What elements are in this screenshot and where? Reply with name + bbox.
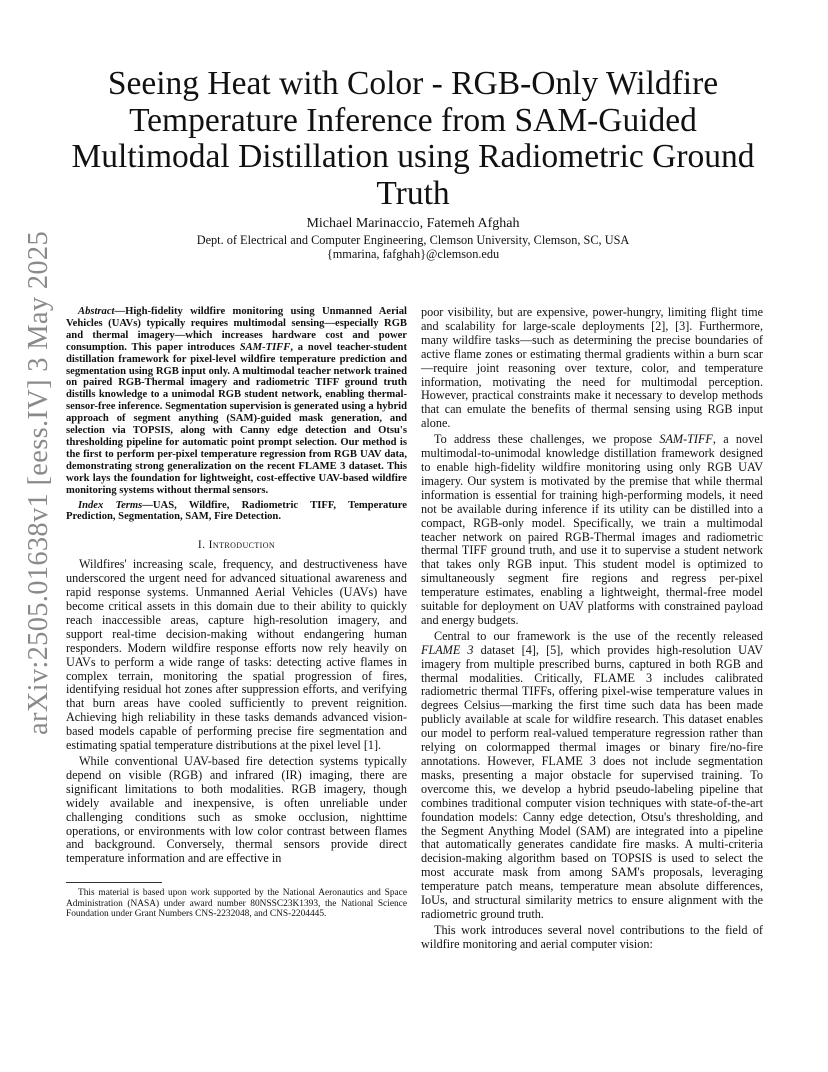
intro-paragraph-5: This work introduces several novel contributions to the field of wildfire monitoring and aerial computer vision: xyxy=(421,922,763,951)
abstract-text-2: , a novel teacher-student distillation framework for pixel-level wildfire temperature prediction and segmentation using RGB input only. A multimodal teacher network trained on paired RGB-Thermal imagery and radiometric TIFF ground truth distills knowledge to a unimodal RGB student network, enabling thermal-sensor-free inference. Segmentation supervision is generated using a hybrid approach of segment anything (SAM)-guided mask generation, and selection via TOPSIS, along with Canny edge detection and Otsu's thresholding pipeline for automatic point prompt selection. Our method is the first to perform per-pixel temperature regression from RGB UAV data, demonstrating strong generalization on the recent FLAME 3 dataset. This work lays the foundation for lightweight, cost-effective UAV-based wildfire monitoring systems without thermal sensors. xyxy=(66,341,407,496)
section-heading-introduction: I. Introduction xyxy=(197,539,276,552)
funding-footnote: This material is based upon work supported by the National Aeronautics and Space Administration (NASA) under award number 80NSSC23K1393, the National Science Foundation under Grant Numbers CNS-2232048, and CNS-2204445. xyxy=(66,888,407,920)
index-terms xyxy=(66,500,407,524)
abstract-label: Abstract xyxy=(78,306,115,317)
index-terms-text: —UAS, Wildfire, Radiometric TIFF, Temperature Prediction, Segmentation, SAM, Fire Detection. xyxy=(66,499,407,523)
intro-paragraph-1: Wildfires' increasing scale, frequency, and destructiveness have underscored the urgent need for advanced situational awareness and rapid response systems. Unmanned Aerial Vehicles (UAVs) have become critical assets in this domain due to their ability to quickly reach inaccessible areas, capture high-resolution imagery, and support real-time decision-making without endangering human responders. Modern wildfire response efforts now rely heavily on UAVs to perform a wide range of tasks: detecting active flames in complex terrain, monitoring the spatial progression of fires, identifying residual hot zones after suppression efforts, and verifying that burn areas have cooled sufficiently to prevent reignition. Achieving high reliability in these tasks demands advanced vision-based models capable of performing precise fire segmentation and estimating spatial temperature distributions at the pixel level [1]. xyxy=(66,557,407,753)
author-affiliation: Dept. of Electrical and Computer Engineering, Clemson University, Clemson, SC, USA xyxy=(196,233,630,247)
intro-paragraph-4-text-b: dataset [4], [5], which provides high-resolution UAV imagery from multiple prescribed burns, captured in both RGB and thermal modalities. Critically, FLAME 3 includes calibrated radiometric thermal TIFFs, offering pixel-wise temperature values in degrees Celsius—marking the first time such data has been made publicly available at scale for wildfire research. This dataset enables our model to perform real-valued temperature regression rather than relying on colormapped thermal images or binary fire/no-fire annotations. However, FLAME 3 does not include segmentation masks, presenting a major obstacle for supervised training. To overcome this, we develop a hybrid pseudo-labeling pipeline that combines traditional computer vision techniques with state-of-the-art foundation models: Canny edge detection, Otsu's thresholding, and the Segment Anything Model (SAM) are integrated into a pipeline that automatically generates candidate fire masks. A multi-criteria decision-making algorithm based on TOPSIS is used to select the most accurate mask from among SAM's proposals, leveraging temperature patch means, temperature mean absolute differences, IoUs, and structural similarity metrics to ensure alignment with the radiometric ground truth. xyxy=(421,642,763,921)
intro-paragraph-3-method-name: SAM-TIFF xyxy=(659,432,713,447)
intro-paragraph-3-text-b: , a novel multimodal-to-unimodal knowledge distillation framework designed to enable high-fidelity wildfire monitoring using only RGB UAV imagery. Our system is motivated by the premise that while thermal information is essential for training high-performing models, it need not be available during inference if its utility can be distilled into a compact, RGB-only model. Specifically, we train a multimodal teacher network on paired RGB-Thermal images and radiometric thermal TIFF ground truth, and use it to supervise a student network that takes only RGB input. This student model is optimized to simultaneously segment fire regions and regress per-pixel temperature estimates, enabling a lightweight, thermal-free model suitable for deployment on UAV platforms with constrained payload and energy budgets. xyxy=(421,432,763,627)
arxiv-identifier: arXiv:2505.01638v1 [eess.IV] 3 May 2025 xyxy=(23,230,54,736)
intro-paragraph-2-continued: poor visibility, but are expensive, power-hungry, limiting flight time and scalability for large-scale deployments [2], [3]. Furthermore, many wildfire tasks—such as determining the precise boundaries of active flame zones or estimating thermal gradients within a burn scar—require joint reasoning over texture, color, and temperature information, motivating the need for multimodal perception. However, practical constraints make it necessary to develop methods that can emulate the benefits of thermal sensing using RGB input alone. xyxy=(421,305,763,431)
footnote-rule xyxy=(66,882,162,883)
intro-paragraph-4-text-a: Central to our framework is the use of the recently released xyxy=(434,628,763,643)
abstract xyxy=(66,306,407,497)
intro-paragraph-3-text-a: To address these challenges, we propose xyxy=(434,432,660,447)
index-terms-label: Index Terms xyxy=(78,499,143,511)
intro-paragraph-2: While conventional UAV-based fire detection systems typically depend on visible (RGB) and infrared (IR) imaging, there are significant limitations to both modalities. RGB imagery, though widely available and inexpensive, is often unreliable under challenging conditions such as smoke occlusion, nighttime operations, or environments with low color contrast between flames and background. Conversely, thermal sensors provide direct temperature information and are effective in xyxy=(66,754,407,866)
left-column xyxy=(66,306,407,920)
abstract-method-name: SAM-TIFF xyxy=(239,341,291,353)
intro-paragraph-4 xyxy=(421,630,763,922)
intro-paragraph-4-dataset-name: FLAME 3 xyxy=(421,642,474,657)
paper-authors: Michael Marinaccio, Fatemeh Afghah xyxy=(306,216,520,231)
intro-paragraph-3 xyxy=(421,433,763,628)
right-column xyxy=(421,306,763,954)
paper-title: Seeing Heat with Color - RGB-Only Wildfire Temperature Inference from SAM-Guided Multimodal Distillation using Radiometric Ground Truth xyxy=(71,65,755,212)
author-email: {mmarina, fafghah}@clemson.edu xyxy=(326,247,500,261)
abstract-text-1: —High-fidelity wildfire monitoring using Unmanned Aerial Vehicles (UAVs) typically requires multimodal sensing—especially RGB and thermal imagery—which increases hardware cost and power consumption. This paper introduces xyxy=(66,306,407,353)
